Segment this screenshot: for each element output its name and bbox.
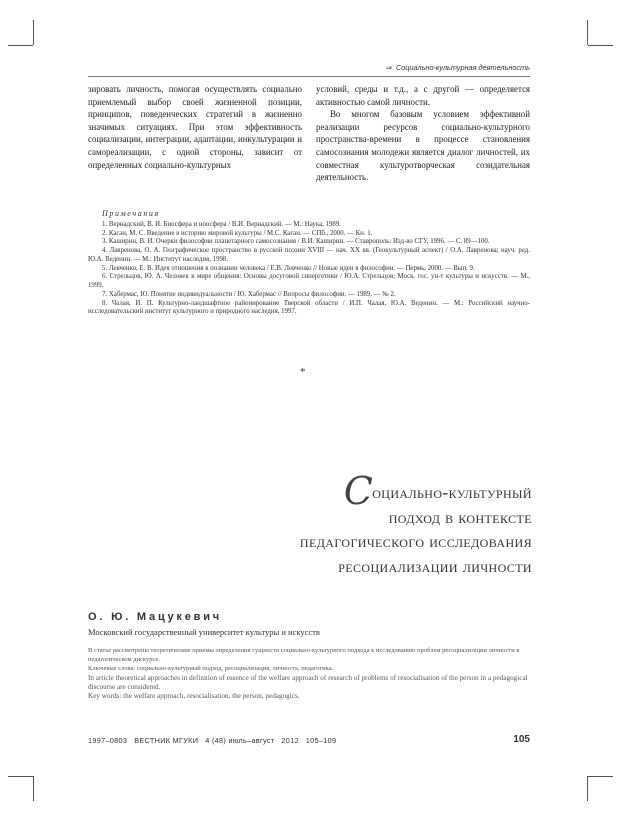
title-line: подход в контексте <box>388 506 532 527</box>
body-right-column <box>316 83 530 184</box>
keywords-ru: Ключевые слова: социально-культурный подход, ресоциализация, личность, педагогика. <box>88 664 334 672</box>
body-paragraph: Во многом базовым условием эффективной реализации ресурсов социально-культурного пространства-времени в процессе становления самосознания молодежи является диалог личностей, их совместная культуротворческая созидательная деятельность. <box>316 109 530 183</box>
crop-mark-bottom-right-v <box>587 776 588 801</box>
note-item: 6. Стрельцов, Ю. А. Человек в мире общения: Основы досуговой синергетики / Ю.А. Стрельцов; Моск. гос. ун-т культуры и искусств. — М., 1999. <box>88 273 530 289</box>
note-item: 7. Хабермас, Ю. Понятие индивидуальности / Ю. Хабермас // Вопросы философии. — 1989. — № 2. <box>102 290 396 298</box>
running-header <box>360 63 530 72</box>
journal-citation: 1997–0803 ВЕСТНИК МГУКИ 4 (48) июль–август 2012 105–109 <box>88 736 337 745</box>
crop-mark-bottom-left-v <box>33 776 34 801</box>
section-title: Социально-культурная деятельность <box>395 63 530 72</box>
title-line: Социально-культурный <box>343 469 532 513</box>
note-item: 2. Каган, М. С. Введение в историю мировой культуры / М.С. Каган. — СПб., 2000. — Кн. 1. <box>102 229 373 237</box>
crop-mark-top-left-h <box>8 45 33 46</box>
author-name: О. Ю. Мацукевич <box>88 611 222 623</box>
arrow-icon: ⇒ <box>385 63 392 72</box>
title-line: педагогического исследования <box>299 531 532 551</box>
body-paragraph: зировать личность, помогая осуществлять социально приемлемый выбор своей жизненной позиции, принципов, поведенческих стратегий в жизненно значимых ситуациях. При этом эффективность социализации, интеграции, адаптации, инкультурации и самореализации, с одной стороны, зависит от определенных социально-культурных <box>88 84 302 170</box>
title-dropcap: С <box>343 469 374 513</box>
author-affiliation: Московский государственный университет культуры и искусств <box>88 627 320 637</box>
crop-mark-top-left-v <box>33 20 34 45</box>
note-item: 5. Левченко, Е. В. Идея отношения в познании человека / Е.В. Левченко // Новые идеи в философии. — Пермь, 2000. — Вып. 9. <box>102 264 475 272</box>
keywords-en: Key words: the welfare approach, resocialisation, the person, pedagogics. <box>88 691 300 700</box>
note-item: 8. Чалая, И. П. Культурно-ландшафтное районирование Тверской области / И.П. Чалая, Ю.А. Веденин. — М.: Российский научно-исследовательский институт культурного и природного наследия, 1997. <box>88 299 530 316</box>
notes-list <box>88 221 530 317</box>
section-separator: * <box>300 366 306 378</box>
abstract-block <box>88 647 530 700</box>
crop-mark-bottom-left-h <box>8 776 33 777</box>
page-number: 105 <box>513 734 530 745</box>
header-rule <box>88 76 530 77</box>
title-line: ресоциализации личности <box>338 555 532 576</box>
note-item: 4. Лавренова, О. А. Географическое пространство в русской поэзии XVIII — нач. XX вв. (Геокультурный аспект) / О.А. Лавренова; науч. ред. Ю.А. Веденин. — М.: Институт наследия, 1998. <box>88 247 530 263</box>
crop-mark-bottom-right-h <box>588 776 613 777</box>
body-left-column <box>88 83 302 171</box>
crop-mark-top-right-v <box>587 20 588 45</box>
note-item: 1. Вернадский, В. И. Биосфера и ноосфера / В.И. Вернадский. — М.: Наука, 1989. <box>102 220 341 228</box>
note-item: 3. Каширин, В. И. Очерки философии планетарного самосознания / В.И. Каширин. — Ставрополь: Изд-во СГУ, 1996. — С. 89—100. <box>102 238 490 246</box>
page-footer <box>88 736 530 745</box>
abstract-ru: В статье рассмотрены теоретические приемы определения сущности социально-культурного подхода к исследованию проблем ресоциализации личности в педагогическом дискурсе. <box>88 647 520 663</box>
crop-mark-top-right-h <box>588 45 613 46</box>
article-title <box>140 469 532 578</box>
body-paragraph: условий, среды и т.д., а с другой — определяется активностью самой личности. <box>316 84 530 107</box>
notes-title: Примечания <box>102 209 160 218</box>
abstract-en: In article theoretical approaches in definition of essence of the welfare approach of research of problems of resocialisation of the person in a pedagogical discourse are considered. <box>88 673 528 691</box>
notes-section <box>88 210 530 317</box>
